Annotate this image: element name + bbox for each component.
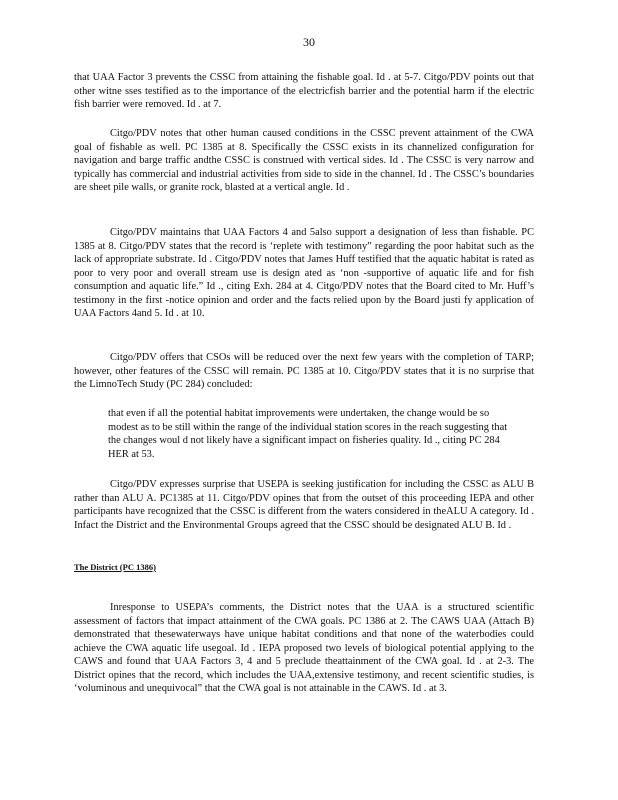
paragraph-uaa-factor-3: that UAA Factor 3 prevents the CSSC from attaining the fishable goal. Id . at 5-7. Citgo/PDV points out that other witne sses testified as to the importance of the electricfish barrier and the potential harm if the electric fish barrier were removed. Id . at 7.: [74, 72, 534, 110]
paragraph-human-caused-conditions: Citgo/PDV notes that other human caused conditions in the CSSC prevent attainment of the CWA goal of fishable as well. PC 1385 at 8. Specifically the CSSC exists in its channelized configuration for navigation and barge traffic andthe CSSC is construed with vertical sides. Id . The CSSC is very narrow and typically has commercial and industrial activities from side to side in the channel. Id . The CSSC’s boundaries are sheet pile walls, or granite rock, blasted at a vertical angle. Id .: [74, 128, 534, 193]
page-number: 30: [303, 35, 315, 49]
paragraph-district-response: Inresponse to USEPA’s comments, the District notes that the UAA is a structured scientific assessment of factors that impact attainment of the CWA goals. PC 1386 at 2. The CAWS UAA (Attach B) demonstrated that thesewaterways have unique habitat conditions and that none of the waterbodies could achieve the CWA aquatic life usegoal. Id . IEPA proposed two levels of biological potential applying to the CAWS and found that UAA Factors 3, 4 and 5 preclude theattainment of the CWA goal. Id . at 2-3. The District opines that the record, which includes the UAA,extensive testimony, and recent scientific studies, is ‘voluminous and unequivocal” that the CWA goal is not attainable in the CAWS. Id . at 3.: [74, 602, 534, 694]
section-heading-district: The District (PC 1386): [74, 562, 156, 572]
paragraph-usepa-justification: Citgo/PDV expresses surprise that USEPA is seeking justification for including the CSSC as ALU B rather than ALU A. PC1385 at 11. Citgo/PDV opines that from the outset of this proceeding IEPA and other participants have recognized that the CSSC is different from the waters considered in theALU A category. Id . Infact the District and the Environmental Groups agreed that the CSSC should be designated ALU B. Id .: [74, 479, 534, 531]
block-quote-limnotech: that even if all the potential habitat improvements were undertaken, the change would be so modest as to be still within the range of the individual station scores in the reach suggesting that the changes woul d not likely have a significant impact on fisheries quality. Id ., citing PC 284 HER at 53.: [108, 408, 508, 460]
paragraph-cso-reduction: Citgo/PDV offers that CSOs will be reduced over the next few years with the completion of TARP; however, other features of the CSSC will remain. PC 1385 at 10. Citgo/PDV states that it is no surprise that the LimnoTech Study (PC 284) concluded:: [74, 352, 534, 390]
paragraph-uaa-factors-4-5: Citgo/PDV maintains that UAA Factors 4 and 5also support a designation of less than fishable. PC 1385 at 8. Citgo/PDV states that the record is ‘replete with testimony” regarding the poor habitat such as the lack of appropriate substrate. Id . Citgo/PDV notes that James Huff testified that the aquatic habitat is rated as poor to very poor and overall stream use is design ated as ‘non -supportive of aquatic life and for fish consumption and aquatic life.” Id ., citing Exh. 284 at 4. Citgo/PDV notes that the Board cited to Mr. Huff’s testimony in the first -notice opinion and order and the facts relied upon by the Board justi fy application of UAA Factors 4and 5. Id . at 10.: [74, 227, 534, 319]
